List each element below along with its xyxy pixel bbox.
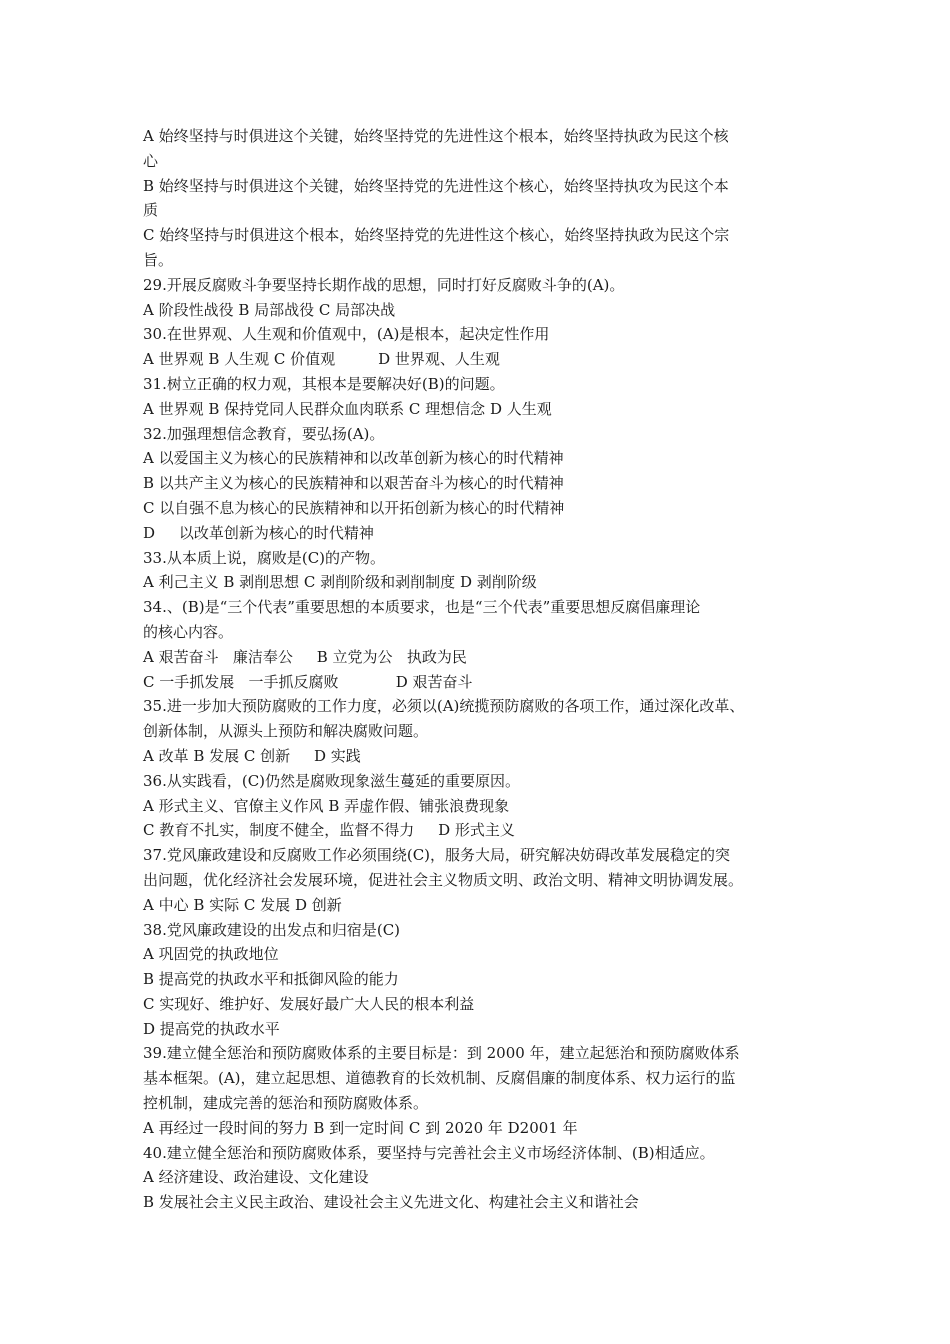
document-body [143, 124, 811, 1215]
answer-option-line: B 始终坚持与时俱进这个关键，始终坚持党的先进性这个核心，始终坚持执攻为民这个本 [143, 176, 729, 195]
question-34-continuation: 的核心内容。 [143, 622, 234, 641]
question-30-options: A 世界观 B 人生观 C 价值观 D 世界观、人生观 [143, 350, 500, 369]
question-35-continuation: 创新体制，从源头上预防和解决腐败问题。 [143, 722, 429, 741]
answer-option-line: A 始终坚持与时俱进这个关键，始终坚持党的先进性这个根本，始终坚持执政为民这个核 [143, 127, 729, 145]
question-40-option-b: B 发展社会主义民主政治、建设社会主义先进文化、构建社会主义和谐社会 [143, 1193, 639, 1212]
question-38-option-d: D 提高党的执政水平 [143, 1019, 280, 1038]
question-40: 40.建立健全惩治和预防腐败体系，要坚持与完善社会主义市场经济体制、(B)相适应。 [143, 1143, 715, 1162]
answer-option-continuation: 心 [143, 151, 159, 170]
question-31: 31.树立正确的权力观，其根本是要解决好(B)的问题。 [143, 374, 505, 393]
question-31-options: A 世界观 B 保持党同人民群众血肉联系 C 理想信念 D 人生观 [143, 399, 552, 418]
question-39-options: A 再经过一段时间的努力 B 到一定时间 C 到 2020 年 D2001 年 [143, 1118, 578, 1137]
question-33-options: A 利己主义 B 剥削思想 C 剥削阶级和剥削制度 D 剥削阶级 [143, 573, 537, 592]
question-36-options-cd: C 教育不扎实，制度不健全，监督不得力 D 形式主义 [143, 821, 515, 840]
question-36-options-ab: A 形式主义、官僚主义作风 B 弄虚作假、铺张浪费现象 [143, 796, 510, 815]
question-40-option-a: A 经济建设、政治建设、文化建设 [143, 1168, 369, 1187]
question-38: 38.党风廉政建设的出发点和归宿是(C) [143, 920, 401, 939]
question-38-option-c: C 实现好、维护好、发展好最广大人民的根本利益 [143, 994, 475, 1013]
question-34: 34.、(B)是“三个代表”重要思想的本质要求，也是“三个代表”重要思想反腐倡廉理论 [143, 598, 701, 617]
question-32-option-b: B 以共产主义为核心的民族精神和以艰苦奋斗为核心的时代精神 [143, 474, 564, 493]
question-37-options: A 中心 B 实际 C 发展 D 创新 [143, 895, 342, 914]
question-38-option-b: B 提高党的执政水平和抵御风险的能力 [143, 970, 399, 989]
question-35-options: A 改革 B 发展 C 创新 D 实践 [143, 746, 361, 765]
answer-option-continuation: 旨。 [143, 250, 174, 269]
question-32-option-c: C 以自强不息为核心的民族精神和以开拓创新为核心的时代精神 [143, 498, 565, 517]
question-37: 37.党风廉政建设和反腐败工作必须围绕(C)，服务大局，研究解决妨碍改革发展稳定的突 [143, 846, 731, 865]
question-39-continuation: 控机制，建成完善的惩治和预防腐败体系。 [143, 1094, 429, 1113]
question-32-option-d: D 以改革创新为核心的时代精神 [143, 523, 374, 542]
question-37-continuation: 出问题，优化经济社会发展环境，促进社会主义物质文明、政治文明、精神文明协调发展。 [143, 870, 744, 889]
question-33: 33.从本质上说，腐败是(C)的产物。 [143, 548, 386, 567]
question-39-continuation: 基本框架。(A)，建立起思想、道德教育的长效机制、反腐倡廉的制度体系、权力运行的监 [143, 1069, 736, 1088]
question-36: 36.从实践看，(C)仍然是腐败现象滋生蔓延的重要原因。 [143, 771, 521, 790]
question-35: 35.进一步加大预防腐败的工作力度，必须以(A)统揽预防腐败的各项工作，通过深化改革、 [143, 697, 745, 716]
answer-option-continuation: 质 [143, 201, 159, 220]
question-34-options-ab: A 艰苦奋斗 廉洁奉公 B 立党为公 执政为民 [143, 647, 467, 666]
question-30: 30.在世界观、人生观和价值观中，(A)是根本，起决定性作用 [143, 325, 550, 344]
question-29-options: A 阶段性战役 B 局部战役 C 局部决战 [143, 300, 396, 319]
question-29: 29.开展反腐败斗争要坚持长期作战的思想，同时打好反腐败斗争的(A)。 [143, 275, 625, 294]
question-32: 32.加强理想信念教育，要弘扬(A)。 [143, 424, 385, 443]
answer-option-line: C 始终坚持与时俱进这个根本，始终坚持党的先进性这个核心，始终坚持执政为民这个宗 [143, 226, 730, 245]
question-38-option-a: A 巩固党的执政地位 [143, 945, 279, 964]
question-34-options-cd: C 一手抓发展 一手抓反腐败 D 艰苦奋斗 [143, 672, 473, 691]
question-32-option-a: A 以爱国主义为核心的民族精神和以改革创新为核心的时代精神 [143, 449, 564, 468]
question-39: 39.建立健全惩治和预防腐败体系的主要目标是：到 2000 年，建立起惩治和预防腐败体系 [143, 1044, 740, 1063]
